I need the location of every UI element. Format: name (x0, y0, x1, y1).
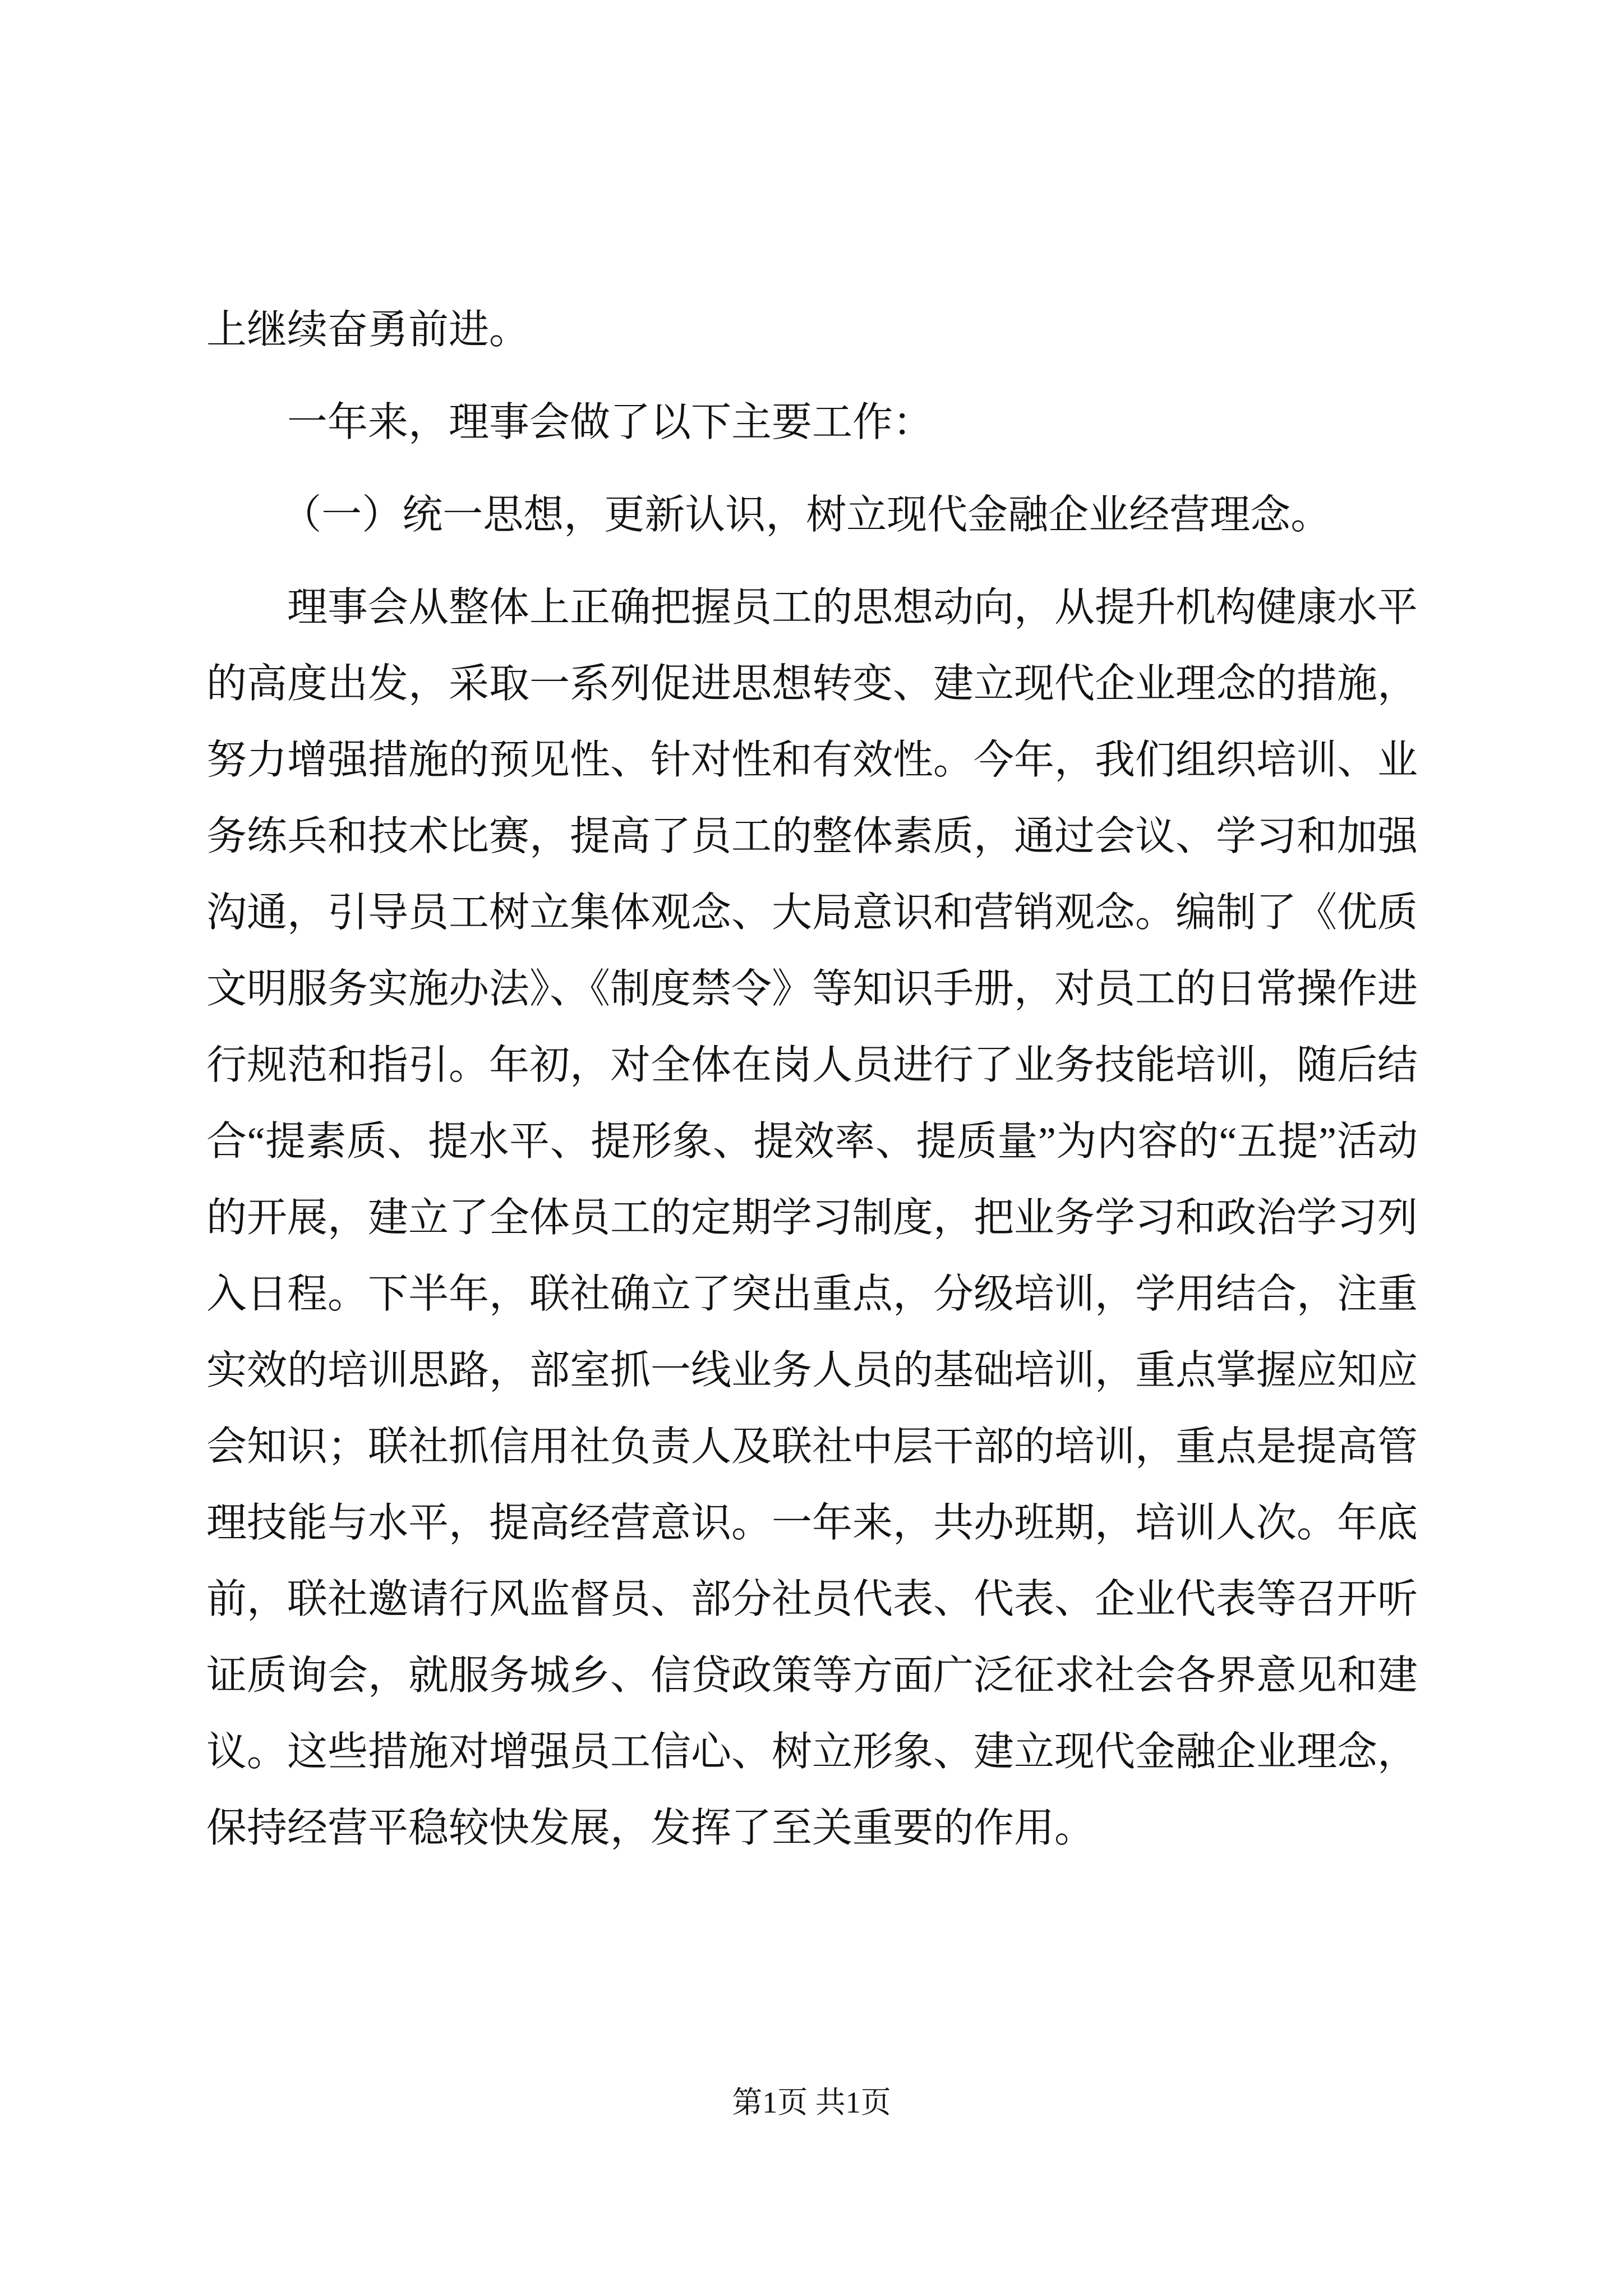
section-heading-1: （一）统一思想，更新认识，树立现代金融企业经营理念。 (281, 493, 1331, 537)
document-body (206, 292, 1418, 1866)
body-paragraph-1: 理事会从整体上正确把握员工的思想动向，从提升机构健康水平的高度出发，采取一系列促进思想转变、建立现代企业理念的措施，努力增强措施的预见性、针对性和有效性。今年，我们组织培训、业务练兵和技术比赛，提高了员工的整体素质，通过会议、学习和加强沟通，引导员工树立集体观念、大局意识和营销观念。编制了《优质文明服务实施办法》、《制度禁令》等知识手册，对员工的日常操作进行规范和指引。年初，对全体在岗人员进行了业务技能培训，随后结合“提素质、提水平、提形象、提效率、提质量”为内容的“五提”活动的开展，建立了全体员工的定期学习制度，把业务学习和政治学习列入日程。下半年，联社确立了突出重点，分级培训，学用结合，注重实效的培训思路，部室抓一线业务人员的基础培训，重点掌握应知应会知识；联社抓信用社负责人及联社中层干部的培训，重点是提高管理技能与水平，提高经营意识。一年来，共办班期，培训人次。年底前，联社邀请行风监督员、部分社员代表、代表、企业代表等召开听证质询会，就服务城乡、信贷政策等方面广泛征求社会各界意见和建议。这些措施对增强员工信心、树立形象、建立现代金融企业理念，保持经营平稳较快发展，发挥了至关重要的作用。 (206, 585, 1418, 1851)
page-number-footer: 第1页 共1页 (732, 2086, 891, 2119)
intro-paragraph: 一年来，理事会做了以下主要工作： (287, 400, 934, 445)
continuation-paragraph: 上继续奋勇前进。 (206, 307, 530, 352)
